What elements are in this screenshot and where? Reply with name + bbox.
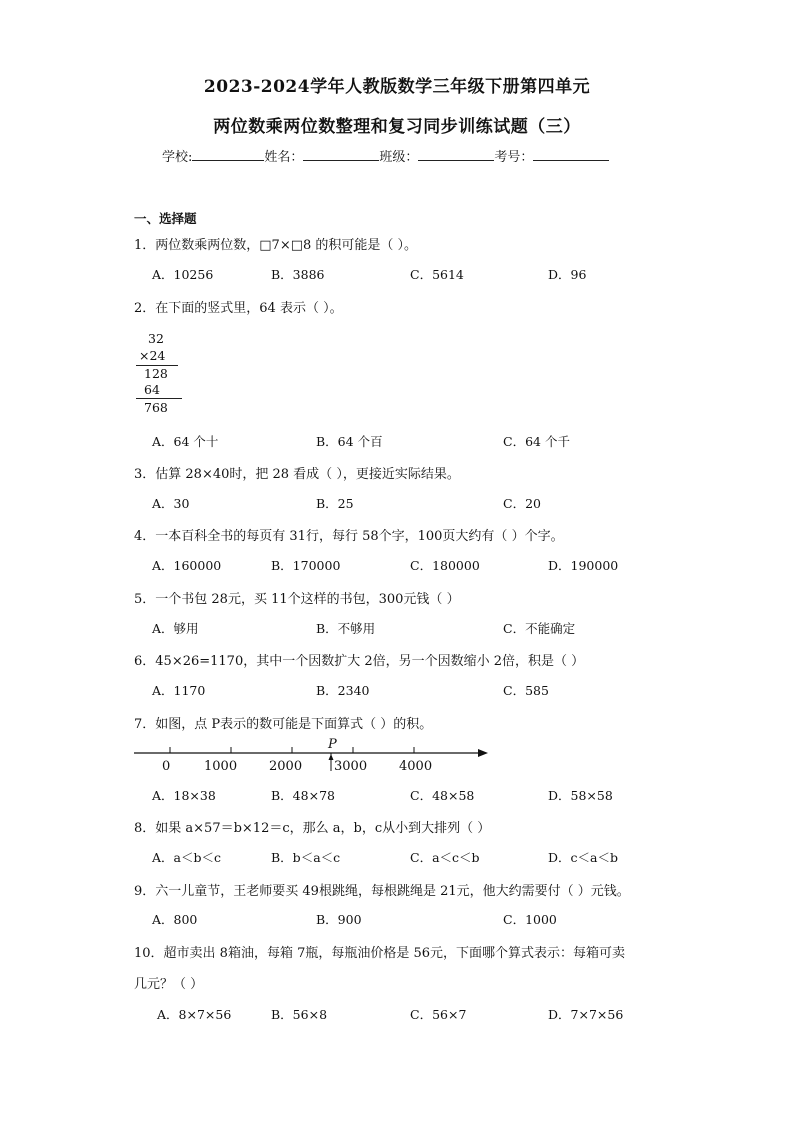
q8-option-c[interactable]: C．a＜c＜b (410, 850, 480, 865)
question-3: 3．估算 28×40时，把 28 看成（ ），更接近实际结果。 (134, 467, 460, 482)
question-2: 2．在下面的竖式里，64 表示（ ）。 (134, 301, 343, 316)
q1-option-d[interactable]: D．96 (548, 267, 587, 282)
tick-label-0: 0 (162, 759, 171, 774)
q7-option-c[interactable]: C．48×58 (410, 788, 475, 803)
tick-label-1000: 1000 (204, 759, 238, 774)
q2-option-c[interactable]: C．64 个千 (503, 434, 570, 449)
q5-option-c[interactable]: C．不能确定 (503, 621, 576, 636)
question-8: 8．如果 a×57＝b×12＝c，那么 a，b，c从小到大排列（ ） (134, 821, 491, 836)
q7-option-a[interactable]: A．18×38 (152, 788, 216, 803)
title-line-1: 2023-2024学年人教版数学三年级下册第四单元 (203, 77, 591, 97)
q8-option-d[interactable]: D．c＜a＜b (548, 850, 618, 865)
tick-label-2000: 2000 (269, 759, 303, 774)
q4-option-d[interactable]: D．190000 (548, 558, 619, 573)
q5-option-b[interactable]: B．不够用 (316, 621, 376, 636)
q4-option-c[interactable]: C．180000 (410, 558, 480, 573)
calc-line-2 (136, 398, 182, 399)
q6-option-c[interactable]: C．585 (503, 683, 549, 698)
q10-option-b[interactable]: B．56×8 (271, 1007, 328, 1022)
tick-label-4000: 4000 (399, 759, 433, 774)
point-p-label: P (328, 737, 337, 752)
calc-row-3: 128 (144, 366, 168, 381)
q8-option-a[interactable]: A．a＜b＜c (152, 850, 221, 865)
name-blank[interactable] (303, 148, 379, 161)
tick-label-3000: 3000 (334, 759, 368, 774)
point-p-arrow-icon (329, 754, 334, 760)
q8-option-b[interactable]: B．b＜a＜c (271, 850, 341, 865)
q1-option-c[interactable]: C．5614 (410, 267, 464, 282)
q7-option-b[interactable]: B．48×78 (271, 788, 335, 803)
q2-option-a[interactable]: A．64 个十 (152, 434, 219, 449)
student-info-line (162, 146, 609, 165)
title-line-2: 两位数乘两位数整理和复习同步训练试题（三） (213, 117, 581, 137)
question-10-line-2: 几元？（ ） (134, 977, 204, 992)
question-5: 5．一个书包 28元，买 11个这样的书包，300元钱（ ） (134, 592, 460, 607)
q10-option-a[interactable]: A．8×7×56 (157, 1007, 232, 1022)
q4-option-a[interactable]: A．160000 (152, 558, 222, 573)
q9-option-a[interactable]: A．800 (152, 912, 198, 927)
school-label: 学校: (162, 150, 193, 165)
school-blank[interactable] (192, 148, 264, 161)
q9-option-b[interactable]: B．900 (316, 912, 362, 927)
question-7: 7．如图，点 P表示的数可能是下面算式（ ）的积。 (134, 717, 433, 732)
calc-row-4: 64 (144, 382, 160, 397)
q10-option-d[interactable]: D．7×7×56 (548, 1007, 624, 1022)
question-10: 10．超市卖出 8箱油，每箱 7瓶，每瓶油价格是 56元，下面哪个算式表示：每箱可卖 (134, 946, 626, 961)
class-blank[interactable] (418, 148, 494, 161)
question-1: 1．两位数乘两位数，□7×□8 的积可能是（ ）。 (134, 238, 418, 253)
question-4: 4．一本百科全书的每页有 31行，每行 58个字，100页大约有（ ）个字。 (134, 529, 564, 544)
calc-row-5: 768 (144, 400, 168, 415)
q7-option-d[interactable]: D．58×58 (548, 788, 613, 803)
exam-no-label: 考号： (494, 150, 534, 165)
question-9: 9．六一儿童节，王老师要买 49根跳绳，每根跳绳是 21元，他大约需要付（ ）元钱。 (134, 884, 630, 899)
calc-row-1: 32 (148, 331, 164, 346)
section-title: 一、选择题 (134, 211, 197, 226)
q3-option-b[interactable]: B．25 (316, 496, 354, 511)
q6-option-a[interactable]: A．1170 (152, 683, 206, 698)
q1-option-b[interactable]: B．3886 (271, 267, 325, 282)
number-line (130, 740, 490, 770)
q1-option-a[interactable]: A．10256 (152, 267, 214, 282)
q4-option-b[interactable]: B．170000 (271, 558, 341, 573)
q3-option-a[interactable]: A．30 (152, 496, 190, 511)
calc-row-2: ×24 (139, 348, 166, 363)
name-label: 姓名： (264, 150, 304, 165)
q3-option-c[interactable]: C．20 (503, 496, 541, 511)
q6-option-b[interactable]: B．2340 (316, 683, 370, 698)
class-label: 班级： (379, 150, 419, 165)
question-6: 6．45×26=1170，其中一个因数扩大 2倍，另一个因数缩小 2倍，积是（ ） (134, 654, 585, 669)
q10-option-c[interactable]: C．56×7 (410, 1007, 467, 1022)
q9-option-c[interactable]: C．1000 (503, 912, 557, 927)
number-line-arrow-icon (478, 749, 488, 757)
q5-option-a[interactable]: A．够用 (152, 621, 199, 636)
exam-no-blank[interactable] (533, 148, 609, 161)
q2-option-b[interactable]: B．64 个百 (316, 434, 383, 449)
